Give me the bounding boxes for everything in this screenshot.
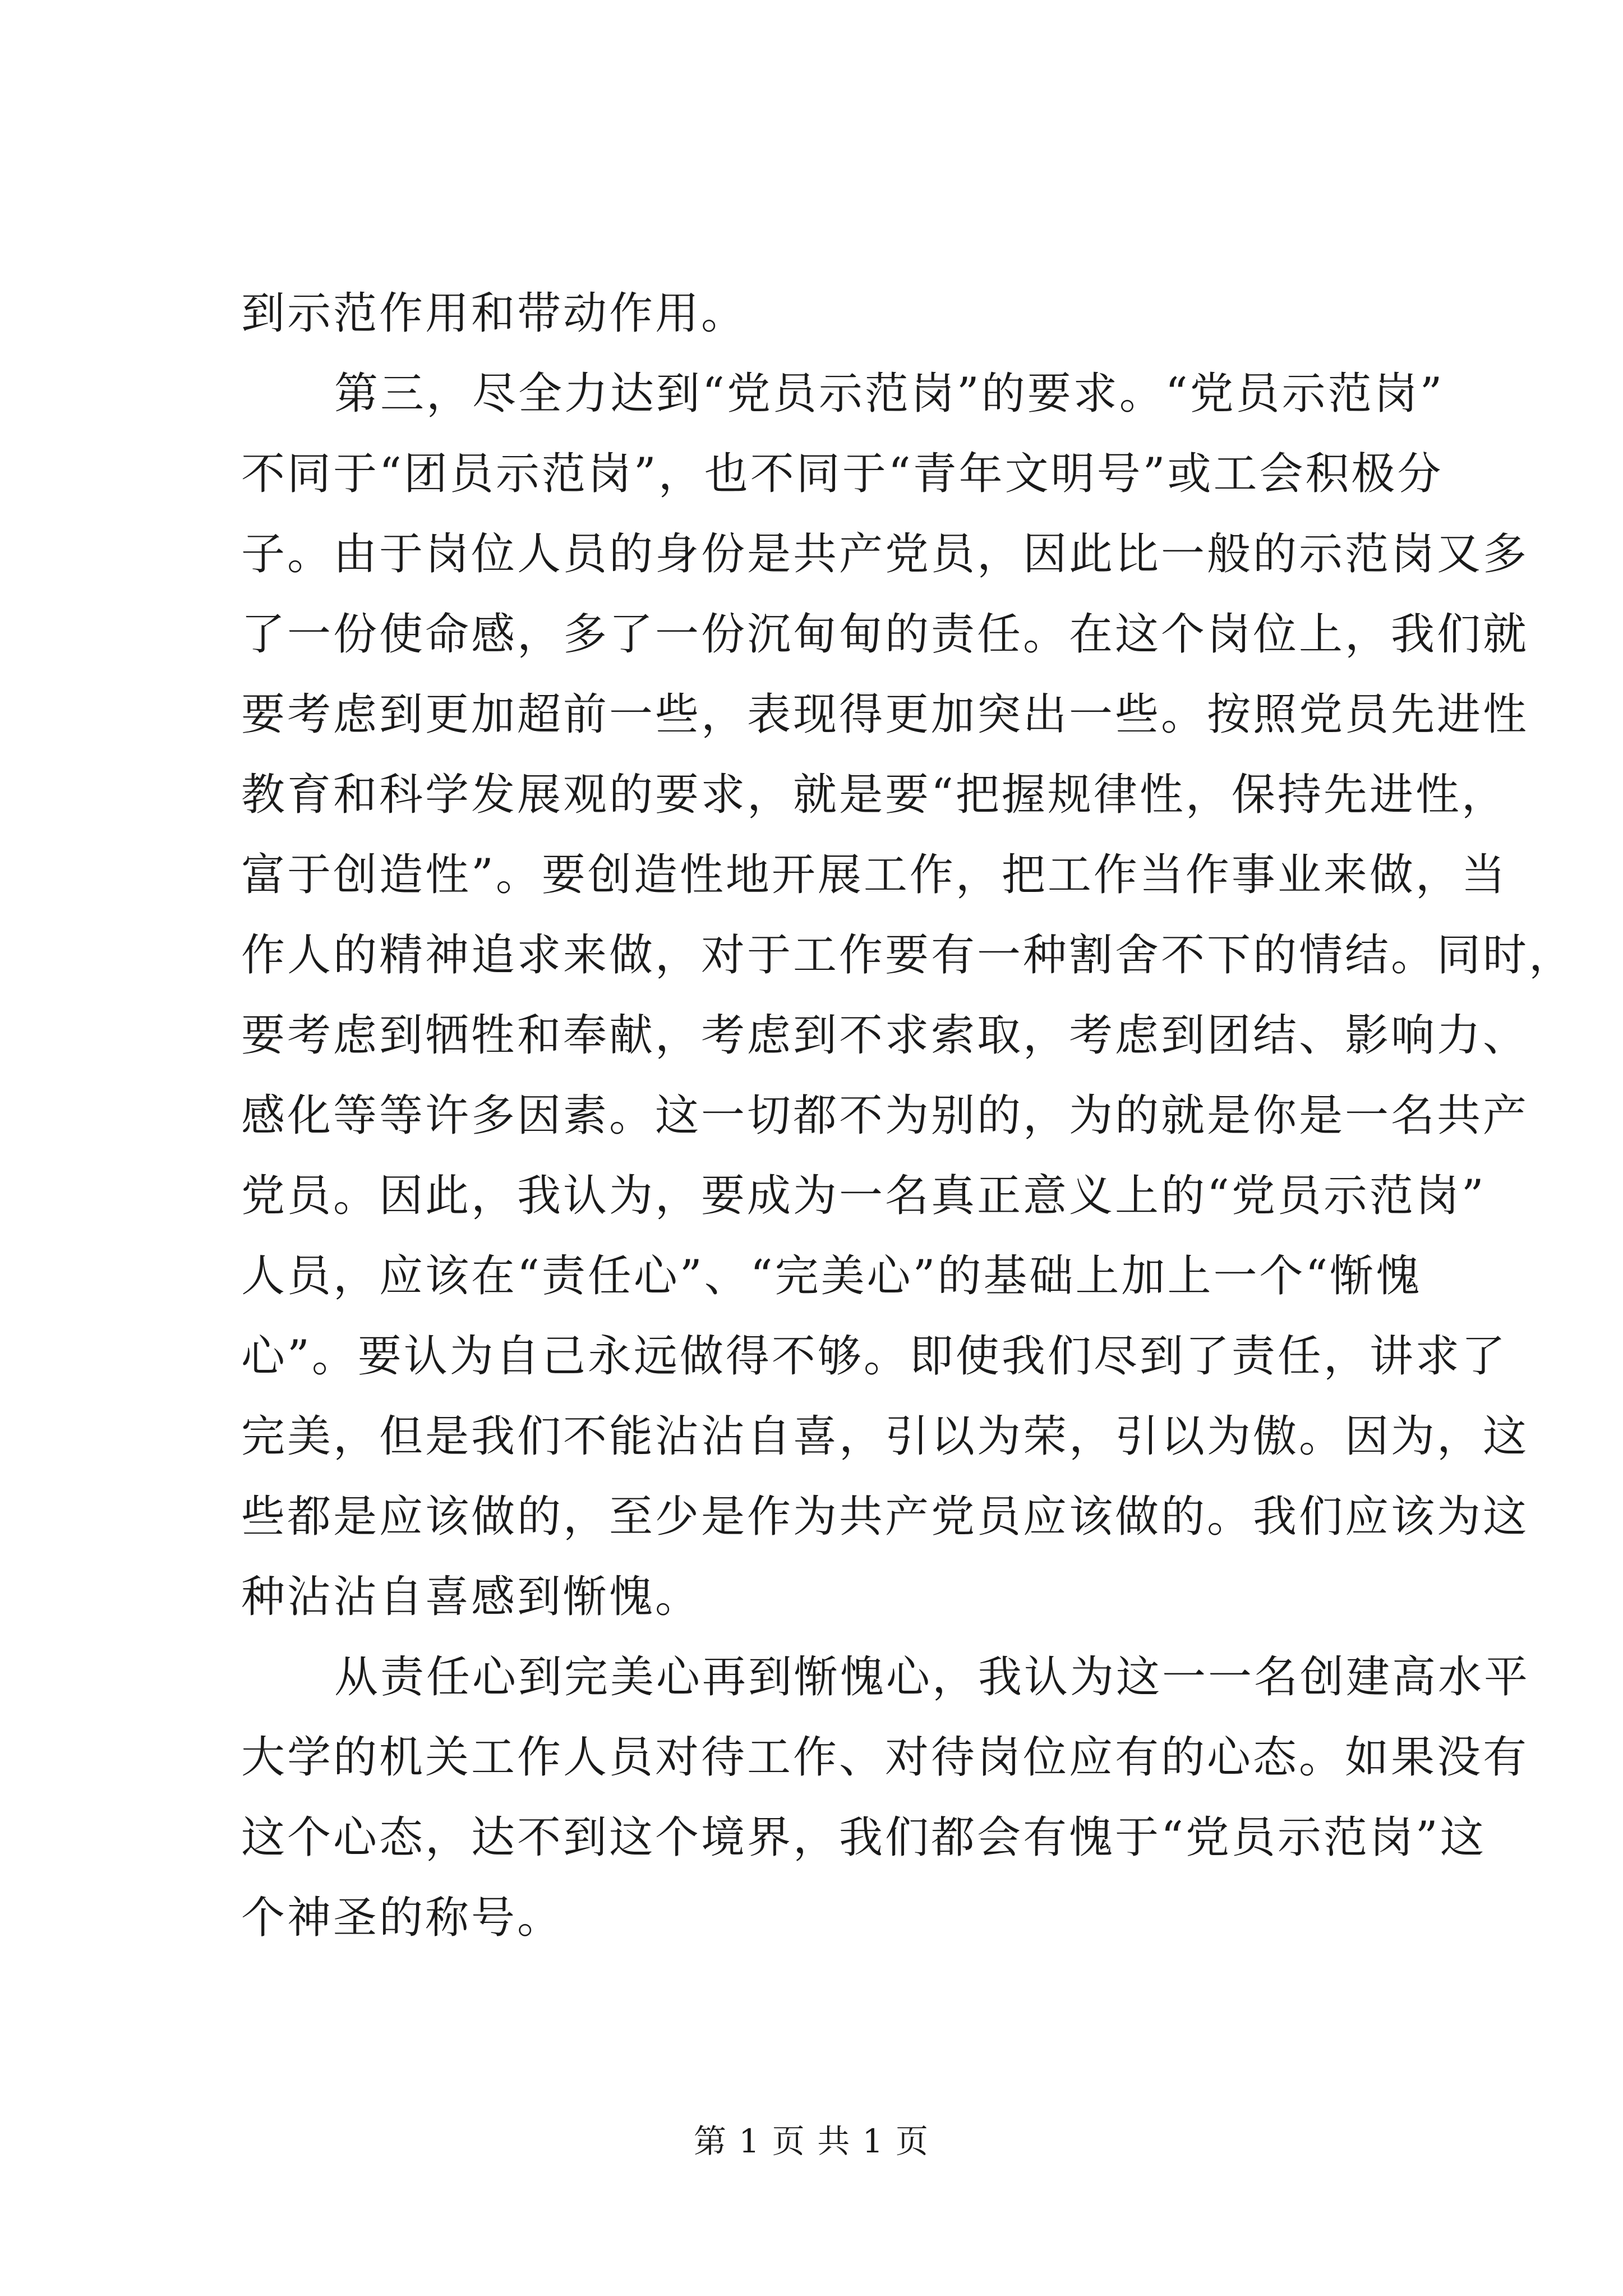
text-line: 要考虑到牺牲和奉献，考虑到不求索取，考虑到团结、影响力、 xyxy=(241,1010,1529,1061)
text-line: 了一份使命感，多了一份沉甸甸的责任。在这个岗位上，我们就 xyxy=(241,609,1529,660)
text-line: 到示范作用和带动作用。 xyxy=(241,288,748,339)
text-line: 种沾沾自喜感到惭愧。 xyxy=(241,1572,702,1622)
text-line: 些都是应该做的，至少是作为共产党员应该做的。我们应该为这 xyxy=(241,1492,1529,1542)
text-line: 从责任心到完美心再到惭愧心，我认为这一一名创建高水平 xyxy=(334,1652,1530,1703)
text-line: 个神圣的称号。 xyxy=(241,1893,564,1943)
text-line: 党员。因此，我认为，要成为一名真正意义上的“党员示范岗” xyxy=(241,1171,1486,1221)
text-line: 这个心态，达不到这个境界，我们都会有愧于“党员示范岗”这 xyxy=(241,1812,1486,1863)
text-line: 子。由于岗位人员的身份是共产党员，因此比一般的示范岗又多 xyxy=(241,529,1529,579)
text-line: 富于创造性”。要创造性地开展工作，把工作当作事业来做，当 xyxy=(241,850,1507,900)
text-line: 感化等等许多因素。这一切都不为别的，为的就是你是一名共产 xyxy=(241,1091,1529,1141)
document-body xyxy=(241,274,1575,1958)
text-line: 作人的精神追求来做，对于工作要有一种割舍不下的情结。同时， xyxy=(241,930,1575,981)
text-line: 人员，应该在“责任心”、“完美心”的基础上加上一个“惭愧 xyxy=(241,1251,1422,1301)
page-footer: 第 1 页 共 1 页 xyxy=(694,2122,929,2160)
text-line: 教育和科学发展观的要求，就是要“把握规律性，保持先进性， xyxy=(241,770,1507,820)
text-line: 心”。要认为自己永远做得不够。即使我们尽到了责任，讲求了 xyxy=(241,1331,1507,1382)
text-line: 要考虑到更加超前一些，表现得更加突出一些。按照党员先进性 xyxy=(241,689,1529,740)
text-line: 完美，但是我们不能沾沾自喜，引以为荣，引以为傲。因为，这 xyxy=(241,1411,1529,1462)
text-line: 不同于“团员示范岗”，也不同于“青年文明号”或工会积极分 xyxy=(241,449,1444,499)
text-line: 大学的机关工作人员对待工作、对待岗位应有的心态。如果没有 xyxy=(241,1732,1529,1783)
text-line: 第三，尽全力达到“党员示范岗”的要求。“党员示范岗” xyxy=(334,369,1445,419)
